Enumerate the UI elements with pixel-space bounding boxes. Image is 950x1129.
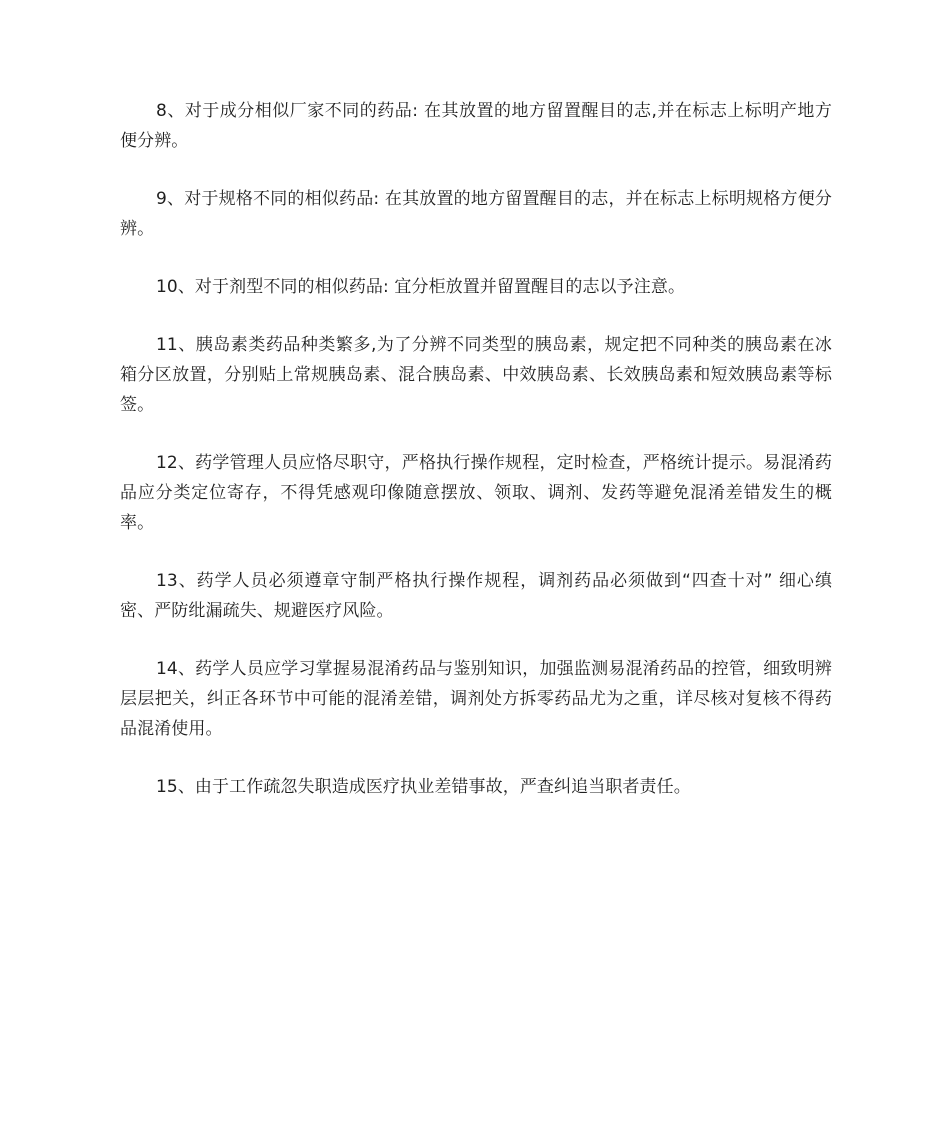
paragraph-item-9: 9、对于规格不同的相似药品: 在其放置的地方留置醒目的志，并在标志上标明规格方便分辨。 (120, 189, 832, 239)
paragraph-item-13: 13、药学人员必须遵章守制严格执行操作规程，调剂药品必须做到“四查十对” 细心缜密、严防纰漏疏失、规避医疗风险。 (120, 571, 832, 621)
paragraph-item-12: 12、药学管理人员应恪尽职守，严格执行操作规程，定时检查，严格统计提示。易混淆药品应分类定位寄存，不得凭感观印像随意摆放、领取、调剂、发药等避免混淆差错发生的概率。 (120, 453, 832, 533)
paragraph-item-14: 14、药学人员应学习掌握易混淆药品与鉴别知识，加强监测易混淆药品的控管，细致明辨层层把关，纠正各环节中可能的混淆差错，调剂处方拆零药品尤为之重，详尽核对复核不得药品混淆使用。 (120, 659, 832, 739)
paragraph-item-10: 10、对于剂型不同的相似药品: 宜分柜放置并留置醒目的志以予注意。 (156, 277, 686, 297)
document-page (120, 96, 832, 830)
paragraph-item-15: 15、由于工作疏忽失职造成医疗执业差错事故，严查纠追当职者责任。 (156, 777, 691, 797)
paragraph-item-11: 11、胰岛素类药品种类繁多,为了分辨不同类型的胰岛素，规定把不同种类的胰岛素在冰箱分区放置，分别贴上常规胰岛素、混合胰岛素、中效胰岛素、长效胰岛素和短效胰岛素等标签。 (120, 335, 832, 415)
paragraph-item-8: 8、对于成分相似厂家不同的药品: 在其放置的地方留置醒目的志,并在标志上标明产地方便分辨。 (120, 101, 832, 151)
